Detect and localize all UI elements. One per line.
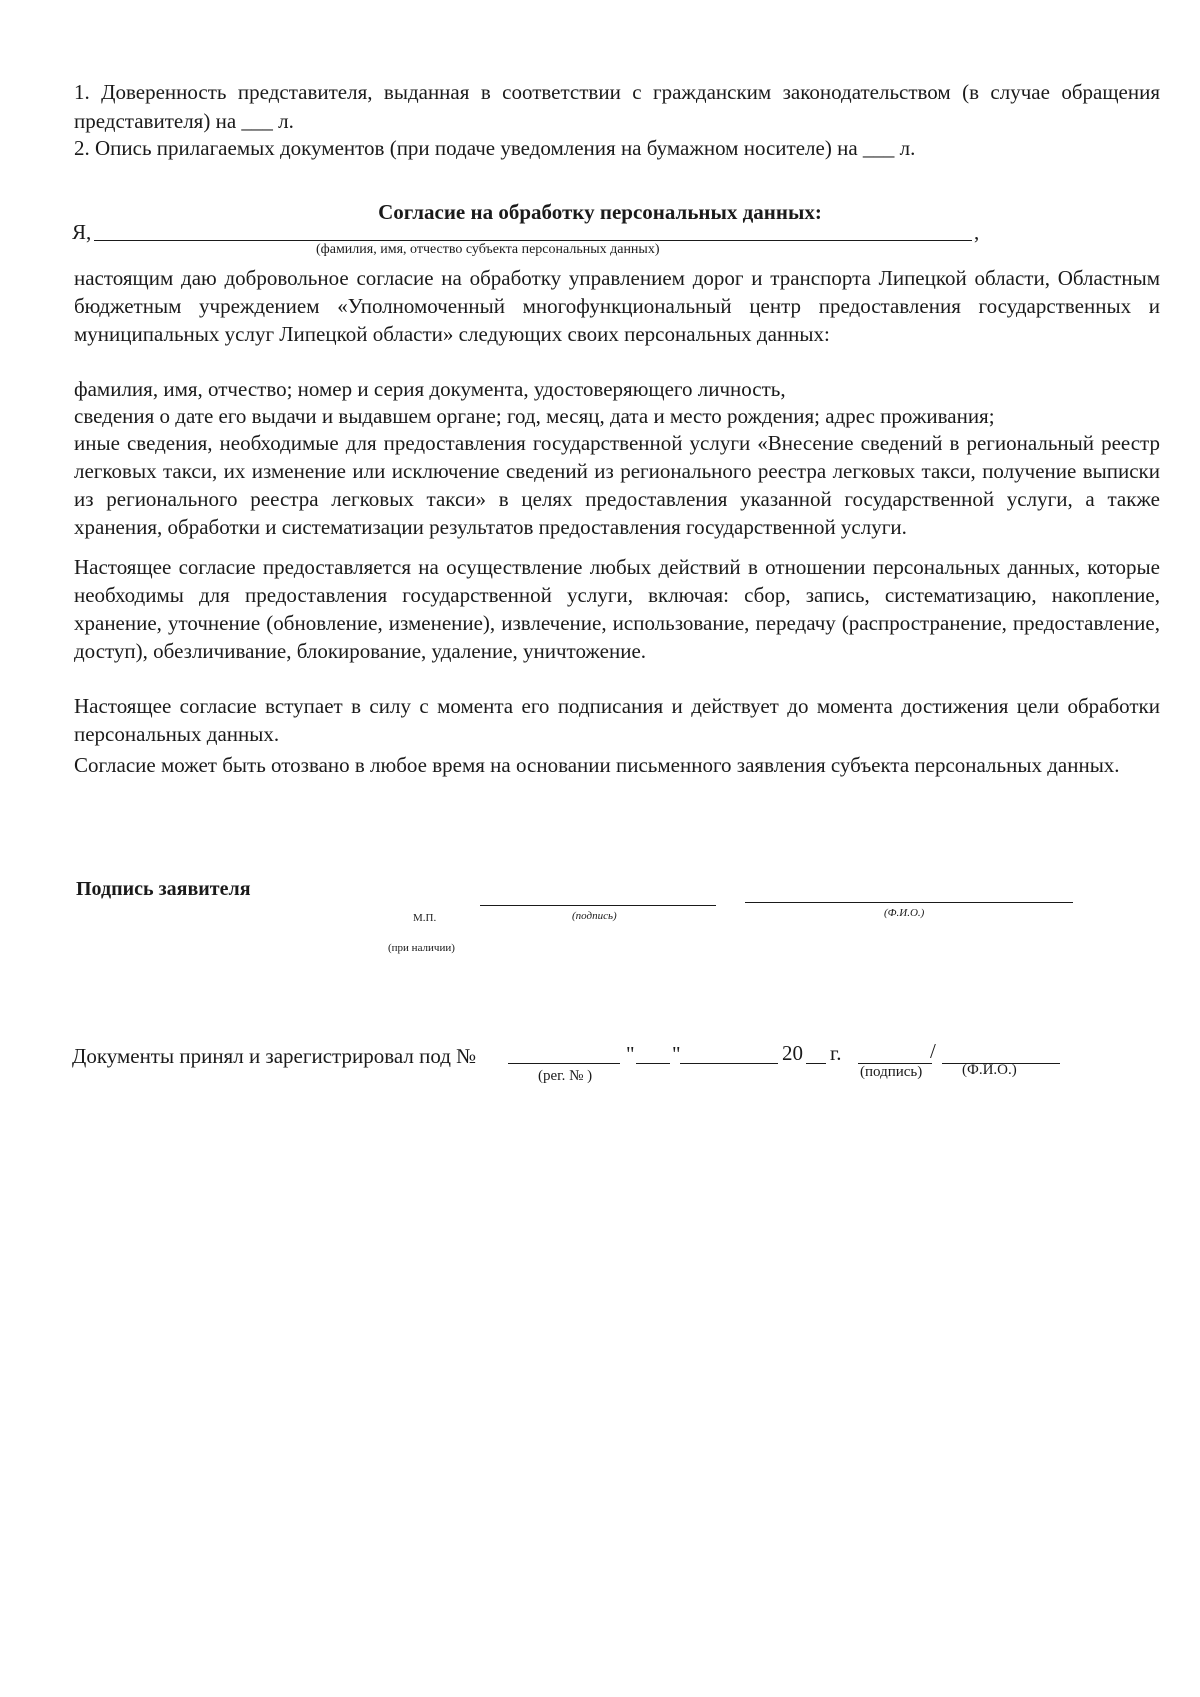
registration-day-line[interactable] [636, 1063, 670, 1064]
subject-name-caption: (фамилия, имя, отчество субъекта персональных данных) [316, 242, 660, 257]
applicant-signature-label: Подпись заявителя [76, 878, 251, 900]
date-quote-open: " [626, 1042, 635, 1066]
name-line-comma: , [974, 220, 980, 244]
consent-line-b: сведения о дате его выдачи и выдавшем органе; год, месяц, дата и место рождения; адрес проживания; [74, 404, 995, 428]
stamp-mp-note: (при наличии) [388, 942, 455, 954]
date-quote-close: " [672, 1042, 681, 1066]
registrar-signature-caption: (подпись) [860, 1064, 923, 1080]
applicant-signature-line[interactable] [480, 905, 716, 906]
consent-paragraph-3: Настоящее согласие предоставляется на осуществление любых действий в отношении персональных данных, которые необходимы для предоставления государственной услуги, включая: сбор, запись, систематизацию, накопление, хранение, уточнение (обновление, изменение), извлечение, использование, передачу (распространение, предоставление, доступ), обезличивание, блокирование, удаление, уничтожение. [74, 555, 1160, 663]
consent-paragraph-2: иные сведения, необходимые для предоставления государственной услуги «Внесение сведений в региональный реестр легковых такси, их изменение или исключение сведений из регионального реестра легковых такси, получение выписки из регионального реестра легковых такси» в целях предоставления указанной государственной услуги, а также хранения, обработки и систематизации результатов предоставления государственной услуги. [74, 431, 1160, 539]
registration-year-prefix: 20 [782, 1041, 803, 1065]
subject-name-line[interactable] [94, 240, 972, 241]
attachment-item-power-of-attorney: 1. Доверенность представителя, выданная в соответствии с гражданским законодательством (в случае обращения представителя) на ___ л. [74, 80, 1160, 133]
registration-year-suffix: г. [830, 1041, 842, 1065]
registration-month-line[interactable] [680, 1063, 778, 1064]
registration-year-line[interactable] [806, 1063, 826, 1064]
consent-heading: Согласие на обработку персональных данных: [378, 200, 822, 224]
applicant-fio-caption: (Ф.И.О.) [884, 907, 925, 919]
registration-number-caption: (рег. № ) [538, 1068, 593, 1084]
attachment-item-inventory: 2. Опись прилагаемых документов (при подаче уведомления на бумажном носителе) на ___ л. [74, 136, 916, 160]
consent-line-a: фамилия, имя, отчество; номер и серия документа, удостоверяющего личность, [74, 377, 786, 401]
consent-paragraph-4: Настоящее согласие вступает в силу с момента его подписания и действует до момента достижения цели обработки персональных данных. [74, 694, 1160, 746]
consent-paragraph-5: Согласие может быть отозвано в любое время на основании письменного заявления субъекта персональных данных. [74, 753, 1120, 777]
registrar-fio-caption: (Ф.И.О.) [962, 1062, 1017, 1078]
applicant-signature-caption: (подпись) [572, 910, 617, 922]
stamp-mp-label: М.П. [413, 912, 437, 924]
registration-slash: / [930, 1039, 936, 1063]
consent-paragraph-1: настоящим даю добровольное согласие на обработку управлением дорог и транспорта Липецкой области, Областным бюджетным учреждением «Уполномоченный многофункциональный центр предоставления государственных и муниципальных услуг Липецкой области» следующих своих персональных данных: [74, 266, 1160, 346]
consent-i-prefix: Я, [72, 220, 92, 244]
registration-number-line[interactable] [508, 1063, 620, 1064]
applicant-fio-line[interactable] [745, 902, 1073, 903]
registration-label: Документы принял и зарегистрировал под № [72, 1044, 477, 1068]
